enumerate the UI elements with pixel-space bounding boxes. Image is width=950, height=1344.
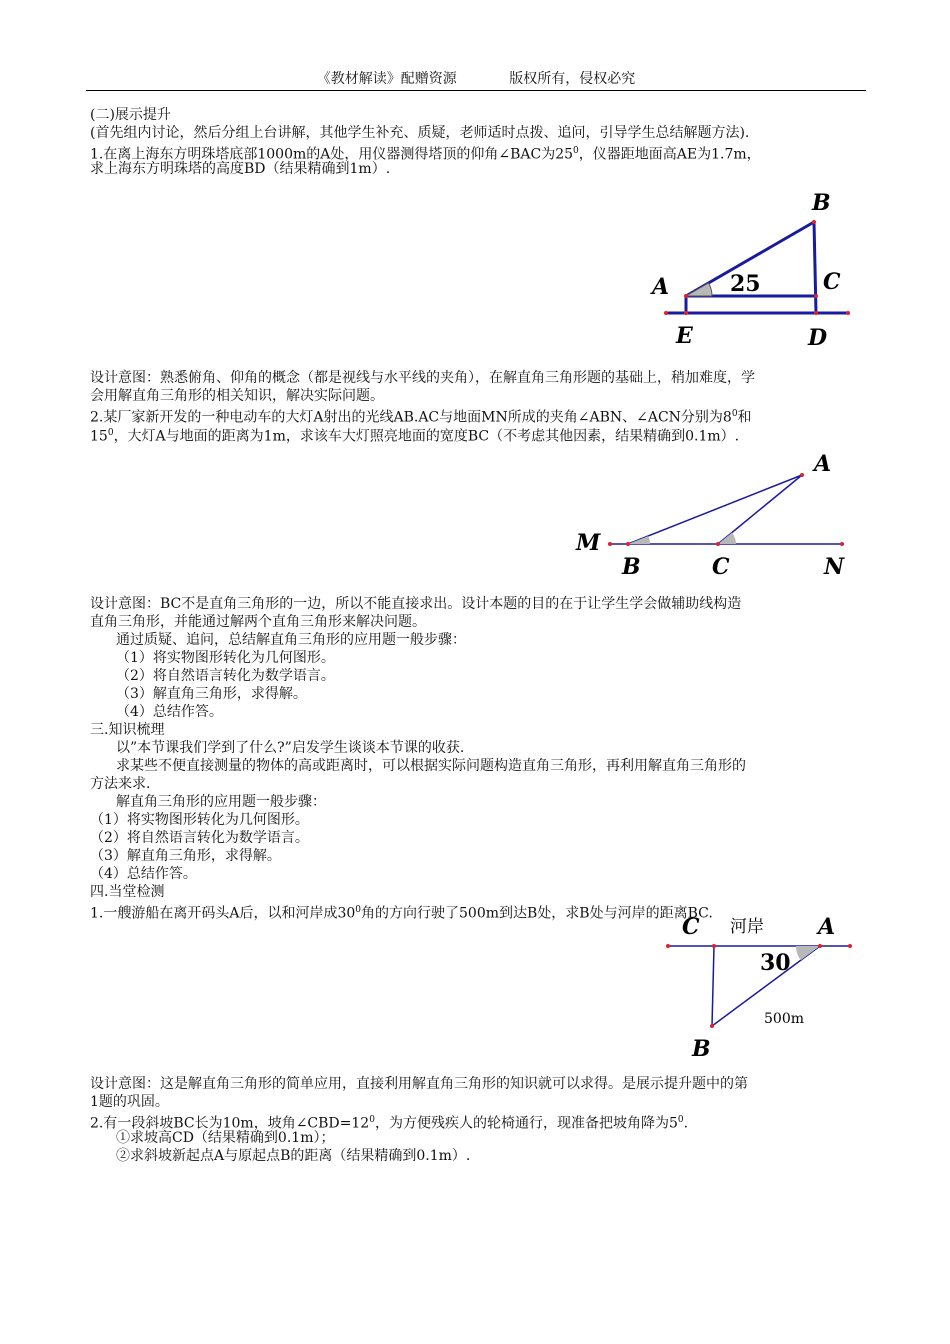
- paragraph: 求某些不便直接测量的物体的高或距离时，可以根据实际问题构造直角三角形，再利用解直角三角形的: [116, 758, 746, 774]
- step-3: （3）解直角三角形，求得解。: [90, 848, 281, 864]
- segment-bd: [814, 222, 816, 313]
- label-a: A: [814, 451, 832, 477]
- design-1-cont: 会用解直角三角形的相关知识，解决实际问题。: [90, 388, 384, 404]
- design-3: 设计意图：这是解直角三角形的简单应用，直接利用解直角三角形的知识就可以求得。是展示提升题中的第: [90, 1076, 748, 1092]
- section-title: 三.知识梳理: [90, 722, 165, 738]
- label-b: B: [812, 190, 831, 216]
- angle-marker: [686, 283, 712, 296]
- summary: 通过质疑、追问，总结解直角三角形的应用题一般步骤：: [116, 632, 466, 648]
- label-c: C: [682, 914, 700, 940]
- section-title: 四.当堂检测: [90, 884, 165, 900]
- question-2-cont: $15^0$，大灯A与地面的距离为1m，求该车大灯照亮地面的宽度BC（不考虑其他因素，结果精确到0.1m）.: [90, 428, 740, 445]
- question-2: 2.某厂家新开发的一种电动车的大灯A射出的光线AB.AC与地面MN所成的夹角∠ABN、∠ACN分别为$8^0$和: [90, 409, 752, 426]
- header-right: 版权所有，侵权必究: [509, 71, 636, 87]
- ray-ab: [628, 475, 802, 544]
- design-3-cont: 1题的巩固。: [90, 1094, 169, 1110]
- label-b: B: [692, 1036, 711, 1062]
- label-e: E: [676, 323, 693, 349]
- question-2-part-1: ①求坡高CD（结果精确到0.1m）；: [116, 1130, 335, 1146]
- step-2: （2）将自然语言转化为数学语言。: [116, 668, 335, 684]
- label-c: C: [712, 554, 730, 580]
- step-3: （3）解直角三角形，求得解。: [116, 686, 307, 702]
- design-2: 设计意图：BC不是直角三角形的一边，所以不能直接求出。设计本题的目的在于让学生学会做辅助线构造: [90, 596, 742, 612]
- step-2: （2）将自然语言转化为数学语言。: [90, 830, 309, 846]
- distance-label: 500m: [764, 1011, 804, 1027]
- river-label: 河岸: [730, 917, 764, 937]
- figure-tower: [640, 185, 860, 355]
- paragraph: 以”本节课我们学到了什么?”启发学生谈谈本节课的收获.: [116, 740, 465, 756]
- design-2-cont: 直角三角形，并能通过解两个直角三角形来解决问题。: [90, 614, 426, 630]
- ray-ac: [718, 475, 802, 544]
- question-1: 1.一艘游船在离开码头A后，以和河岸成$30^0$角的方向行驶了500m到达B处，求B处与河岸的距离BC.: [90, 905, 713, 922]
- angle-25: 25: [730, 271, 761, 297]
- label-a: A: [652, 274, 670, 300]
- label-a: A: [818, 914, 836, 940]
- header-left: 《教材解读》配赠资源: [316, 71, 457, 87]
- question-2-part-2: ②求斜坡新起点A与原起点B的距离（结果精确到0.1m）.: [116, 1148, 471, 1164]
- question-1-cont: 求上海东方明珠塔的高度BD（结果精确到1m）.: [90, 161, 391, 177]
- section-title: (二)展示提升: [90, 107, 171, 123]
- step-4: （4）总结作答。: [116, 704, 223, 720]
- question-1: 1.在离上海东方明珠塔底部1000m的A处，用仪器测得塔顶的仰角∠BAC为$25^0$，仪器距地面高AE为1.7m，: [90, 146, 761, 163]
- angle-30: 30: [760, 950, 791, 976]
- label-d: D: [808, 325, 828, 351]
- figure-headlight: [570, 450, 860, 585]
- step-1: （1）将实物图形转化为几何图形。: [116, 650, 335, 666]
- section-intro: (首先组内讨论，然后分组上台讲解，其他学生补充、质疑，老师适时点拨、追问，引导学生总结解题方法).: [90, 125, 750, 141]
- label-n: N: [824, 554, 845, 580]
- page-header: [86, 68, 866, 91]
- angle-a: [796, 946, 820, 960]
- step-1: （1）将实物图形转化为几何图形。: [90, 812, 309, 828]
- angle-b: [628, 536, 650, 544]
- label-m: M: [576, 530, 601, 556]
- label-b: B: [622, 554, 641, 580]
- segment-cb: [712, 946, 714, 1026]
- paragraph: 解直角三角形的应用题一般步骤：: [116, 794, 326, 810]
- design-1: 设计意图：熟悉俯角、仰角的概念（都是视线与水平线的夹角），在解直角三角形题的基础上，稍加难度，学: [90, 370, 755, 386]
- figure-boat: [660, 910, 860, 1065]
- question-2: 2.有一段斜坡BC长为10m，坡角$\angle CBD=12^0$，为方便残疾人的轮椅通行，现准备把坡角降为$5^0$.: [90, 1115, 689, 1132]
- angle-c: [718, 533, 736, 544]
- step-4: （4）总结作答。: [90, 866, 197, 882]
- paragraph-cont: 方法来求.: [90, 776, 151, 792]
- label-c: C: [823, 269, 841, 295]
